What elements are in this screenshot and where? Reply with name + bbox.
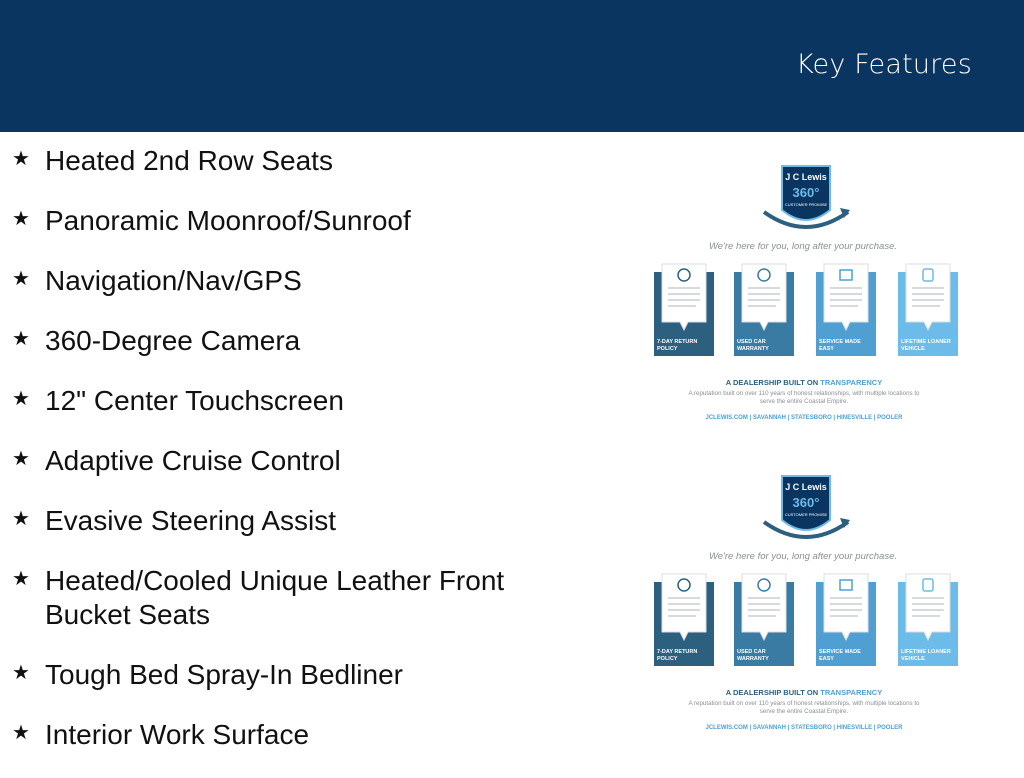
locations-line: JCLEWIS.COM | SAVANNAH | STATESBORO | HINESVILLE | POOLER (705, 415, 903, 421)
svg-text:EASY: EASY (819, 656, 834, 662)
feature-label: Panoramic Moonroof/Sunroof (45, 205, 411, 236)
feature-item (12, 384, 572, 418)
svg-text:SERVICE MADE: SERVICE MADE (819, 649, 861, 655)
star-icon: ★ (12, 328, 30, 350)
promise-card (734, 574, 794, 666)
svg-text:WARRANTY: WARRANTY (737, 656, 769, 662)
promise-card (734, 264, 794, 356)
promise-card (898, 574, 958, 666)
star-icon: ★ (12, 148, 30, 170)
svg-text:POLICY: POLICY (657, 346, 678, 352)
star-icon: ★ (12, 448, 30, 470)
feature-label: Tough Bed Spray-In Bedliner (45, 659, 403, 690)
feature-item (12, 144, 572, 178)
promise-card (816, 574, 876, 666)
promo-tagline: We're here for you, long after your purchase. (708, 551, 898, 562)
customer-promise-graphic (646, 470, 966, 740)
promise-card (654, 574, 714, 666)
feature-item (12, 204, 572, 238)
feature-item (12, 324, 572, 358)
promo-tagline: We're here for you, long after your purchase. (708, 241, 898, 252)
customer-promise-graphic (646, 160, 966, 430)
star-icon: ★ (12, 568, 30, 590)
feature-item (12, 504, 572, 538)
transparency-heading: A DEALERSHIP BUILT ON TRANSPARENCY (725, 688, 883, 697)
locations-line: JCLEWIS.COM | SAVANNAH | STATESBORO | HINESVILLE | POOLER (705, 725, 903, 731)
reputation-line: serve the entire Coastal Empire. (759, 708, 849, 715)
svg-text:SERVICE MADE: SERVICE MADE (819, 339, 861, 345)
feature-item (12, 264, 572, 298)
svg-text:EASY: EASY (819, 346, 834, 352)
badge-number: 360° (792, 495, 820, 510)
feature-item (12, 718, 572, 752)
reputation-line: A reputation built on over 110 years of honest relationships, with multiple locations to (688, 700, 920, 707)
badge-number: 360° (792, 185, 820, 200)
feature-label: Heated 2nd Row Seats (45, 145, 333, 176)
star-icon: ★ (12, 268, 30, 290)
reputation-line: serve the entire Coastal Empire. (759, 398, 849, 405)
feature-label: Interior Work Surface (45, 719, 310, 750)
feature-item (12, 658, 572, 692)
brand-logo-text: J C Lewis (785, 482, 827, 492)
feature-label: Heated/Cooled Unique Leather Front Bucket Seats (45, 565, 505, 630)
promise-card (816, 264, 876, 356)
feature-item (12, 444, 572, 478)
feature-label: Adaptive Cruise Control (45, 445, 341, 476)
svg-text:LIFETIME LOANER: LIFETIME LOANER (901, 649, 951, 655)
svg-text:7-DAY RETURN: 7-DAY RETURN (657, 339, 698, 345)
svg-text:VEHICLE: VEHICLE (901, 346, 925, 352)
promo-graphic (646, 160, 966, 430)
page-title: Key Features (795, 49, 972, 80)
transparency-heading: A DEALERSHIP BUILT ON TRANSPARENCY (725, 378, 883, 387)
svg-text:VEHICLE: VEHICLE (901, 656, 925, 662)
svg-text:POLICY: POLICY (657, 656, 678, 662)
star-icon: ★ (12, 722, 30, 744)
feature-label: 12" Center Touchscreen (45, 385, 344, 416)
promise-card (654, 264, 714, 356)
badge-caption: CUSTOMER PROMISE (784, 202, 828, 207)
star-icon: ★ (12, 208, 30, 230)
star-icon: ★ (12, 388, 30, 410)
badge-caption: CUSTOMER PROMISE (784, 512, 828, 517)
svg-text:LIFETIME LOANER: LIFETIME LOANER (901, 339, 951, 345)
svg-text:USED CAR: USED CAR (737, 339, 766, 345)
feature-label: 360-Degree Camera (45, 325, 301, 356)
feature-item (12, 564, 572, 632)
feature-label: Navigation/Nav/GPS (45, 265, 302, 296)
feature-list (12, 144, 572, 778)
svg-text:WARRANTY: WARRANTY (737, 346, 769, 352)
promise-card (898, 264, 958, 356)
header-bar (0, 0, 1024, 132)
reputation-line: A reputation built on over 110 years of honest relationships, with multiple locations to (688, 390, 920, 397)
star-icon: ★ (12, 662, 30, 684)
star-icon: ★ (12, 508, 30, 530)
brand-logo-text: J C Lewis (785, 172, 827, 182)
svg-text:USED CAR: USED CAR (737, 649, 766, 655)
feature-label: Evasive Steering Assist (45, 505, 337, 536)
svg-text:7-DAY RETURN: 7-DAY RETURN (657, 649, 698, 655)
promo-graphic (646, 470, 966, 740)
